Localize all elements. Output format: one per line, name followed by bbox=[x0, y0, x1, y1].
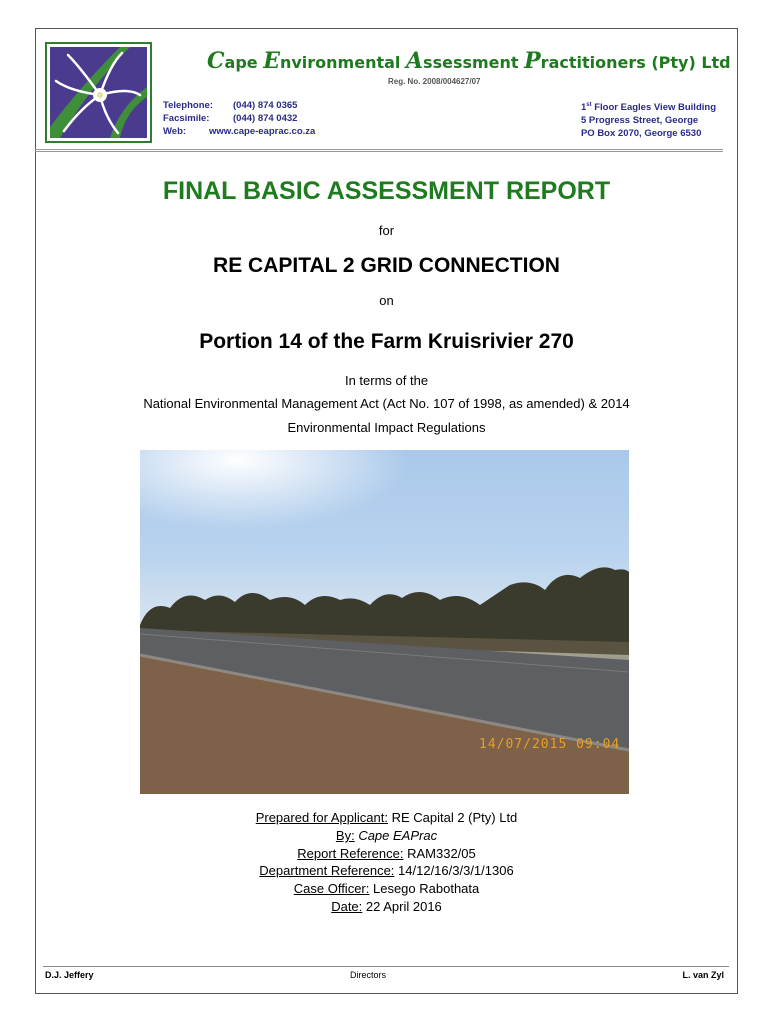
footer-divider bbox=[43, 966, 729, 967]
date-line: Date: 22 April 2016 bbox=[331, 899, 442, 914]
web-label: Web: bbox=[163, 126, 187, 137]
property-title: Portion 14 of the Farm Kruisrivier 270 bbox=[199, 330, 574, 353]
registration-number: Reg. No. 2008/004627/07 bbox=[388, 77, 481, 86]
prepared-for-line: Prepared for Applicant: RE Capital 2 (Pty) Ltd bbox=[255, 810, 518, 825]
project-title: RE CAPITAL 2 GRID CONNECTION bbox=[213, 254, 560, 277]
case-officer-line: Case Officer: Lesego Rabothata bbox=[293, 881, 480, 896]
prepared-by-line: By: Cape EAPrac bbox=[335, 828, 438, 843]
telephone-label: Telephone: bbox=[163, 100, 213, 111]
connector-for: for bbox=[378, 223, 395, 238]
footer-director-left: D.J. Jeffery bbox=[45, 970, 94, 980]
footer-directors-label: Directors bbox=[350, 970, 387, 980]
company-logo bbox=[45, 42, 152, 143]
legislation-line-1: In terms of the bbox=[344, 373, 429, 388]
postal-address bbox=[581, 99, 716, 140]
footer-director-right: L. van Zyl bbox=[682, 970, 724, 980]
connector-on: on bbox=[379, 293, 394, 308]
address-line: PO Box 2070, George 6530 bbox=[580, 128, 702, 140]
contact-details bbox=[163, 99, 315, 138]
address-line: 1st Floor Eagles View Building bbox=[580, 102, 716, 114]
report-title: FINAL BASIC ASSESSMENT REPORT bbox=[162, 177, 611, 205]
telephone-value: (044) 874 0365 bbox=[233, 100, 298, 111]
header-divider bbox=[35, 149, 723, 152]
firm-name: Cape Environmental Assessment Practitioners (Pty) Ltd bbox=[207, 48, 731, 74]
address-line: 5 Progress Street, George bbox=[580, 115, 699, 127]
report-reference-line: Report Reference: RAM332/05 bbox=[297, 846, 476, 861]
photo-timestamp: 14/07/2015 09:04 bbox=[479, 737, 621, 752]
lily-flower-icon bbox=[50, 47, 147, 138]
site-photo bbox=[140, 450, 629, 794]
fax-label: Facsimile: bbox=[163, 113, 210, 124]
fax-value: (044) 874 0432 bbox=[233, 113, 298, 124]
legislation-line-2: National Environmental Management Act (Act No. 107 of 1998, as amended) & 2014 bbox=[143, 396, 630, 411]
web-link[interactable]: www.cape-eaprac.co.za bbox=[209, 126, 316, 137]
legislation-line-3: Environmental Impact Regulations bbox=[287, 420, 486, 435]
department-reference-line: Department Reference: 14/12/16/3/3/1/1306 bbox=[259, 863, 514, 878]
